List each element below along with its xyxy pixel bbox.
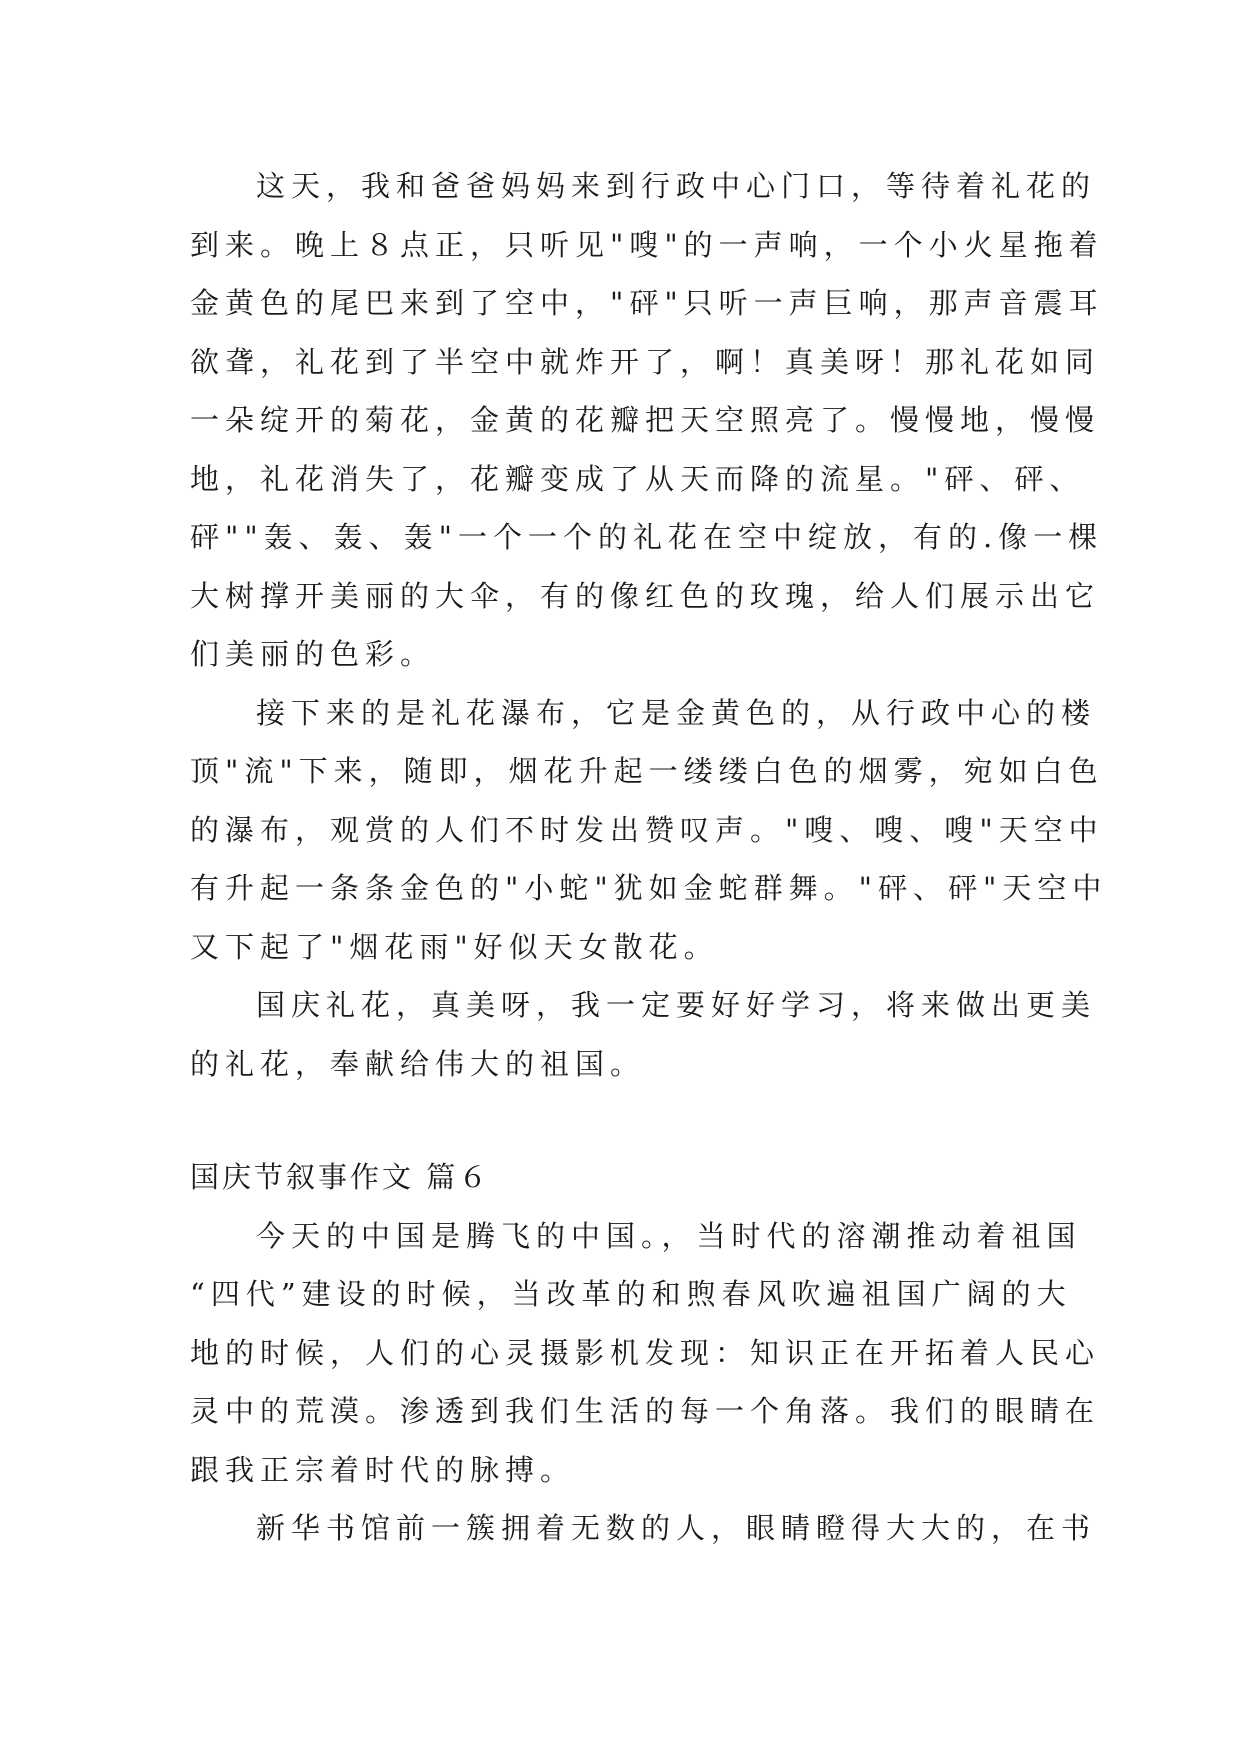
text-line: 的礼花，奉献给伟大的祖国。 (190, 1046, 646, 1081)
text-line: “四代”建设的时候，当改革的和煦春风吹遍祖国广阔的大 (190, 1277, 1072, 1311)
text-line: 地的时候，人们的心灵摄影机发现：知识正在开拓着人民心 (190, 1335, 1101, 1370)
text-line: 顶"流"下来，随即，烟花升起一缕缕白色的烟雾，宛如白色 (190, 754, 1104, 788)
text-line: 地，礼花消失了，花瓣变成了从天而降的流星。"砰、砰、 (190, 461, 1085, 496)
paragraph (190, 1207, 1101, 1500)
paragraph (190, 976, 1097, 1093)
text-line: 有升起一条条金色的"小蛇"犹如金蛇群舞。"砰、砰"天空中 (190, 871, 1108, 905)
text-line: 今天的中国是腾飞的中国。，当时代的溶潮推动着祖国 (256, 1218, 1082, 1253)
text-line: 们美丽的色彩。 (190, 637, 436, 671)
text-line: 欲聋，礼花到了半空中就炸开了，啊！真美呀！那礼花如同 (190, 344, 1101, 379)
text-line: 接下来的是礼花瀑布，它是金黄色的，从行政中心的楼 (256, 695, 1097, 730)
text-line: 又下起了"烟花雨"好似天女散花。 (190, 929, 719, 964)
text-line: 新华书馆前一簇拥着无数的人，眼睛瞪得大大的，在书 (256, 1511, 1097, 1545)
text-line: 灵中的荒漠。渗透到我们生活的每一个角落。我们的眼睛在 (190, 1394, 1101, 1428)
paragraph (190, 157, 1104, 684)
text-line: 砰""轰、轰、轰"一个一个的礼花在空中绽放，有的.像一棵 (190, 520, 1104, 554)
text-line: 到来。晚上８点正，只听见"嗖"的一声响，一个小火星拖着 (190, 227, 1104, 262)
text-line: 大树撑开美丽的大伞，有的像红色的玫瑰，给人们展示出它 (190, 578, 1101, 613)
text-line: 国庆礼花，真美呀，我一定要好好学习，将来做出更美 (256, 988, 1097, 1022)
text-body (190, 157, 1108, 1558)
section-heading-block (190, 1148, 1050, 1207)
paragraph (190, 684, 1108, 977)
paragraph (190, 1499, 1097, 1558)
text-line: 金黄色的尾巴来到了空中，"砰"只听一声巨响，那声音震耳 (190, 286, 1104, 320)
text-line: 这天，我和爸爸妈妈来到行政中心门口，等待着礼花的 (256, 169, 1097, 203)
text-line: 的瀑布，观赏的人们不时发出赞叹声。"嗖、嗖、嗖"天空中 (190, 812, 1104, 847)
section-heading: 国庆节叙事作文 篇６ (190, 1160, 491, 1194)
text-line: 一朵绽开的菊花，金黄的花瓣把天空照亮了。慢慢地，慢慢 (190, 403, 1101, 437)
text-line: 跟我正宗着时代的脉搏。 (190, 1452, 576, 1487)
